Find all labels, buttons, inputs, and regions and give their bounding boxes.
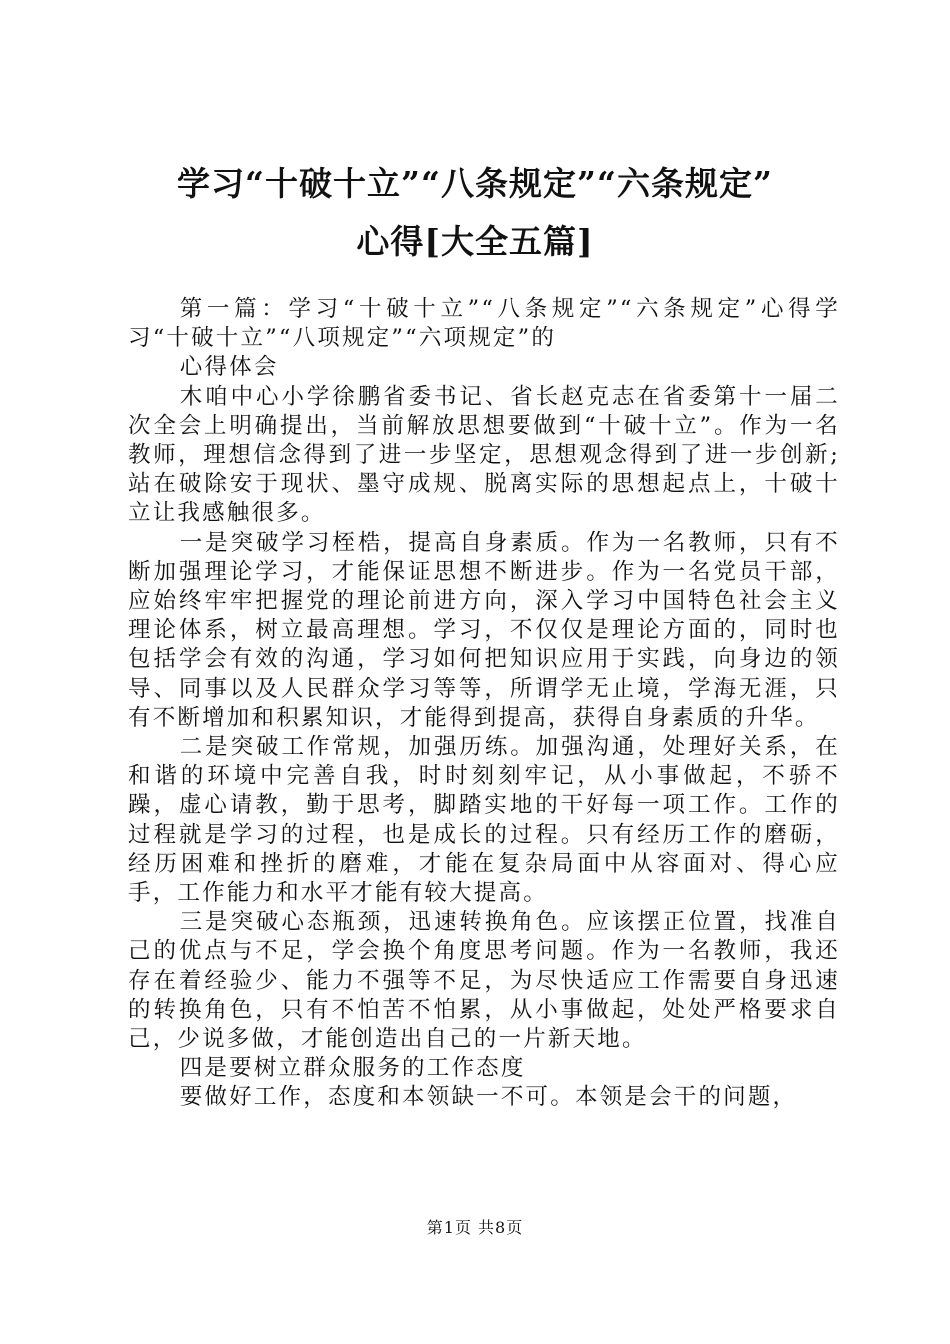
paragraph-point-2: 二是突破工作常规，加强历练。加强沟通，处理好关系，在和谐的环境中完善自我，时时刻刻牢记，从小事做起，不骄不躁，虚心请教，勤于思考，脚踏实地的干好每一项工作。工作的过程就是学习的过程，也是成长的过程。只有经历工作的磨砺，经历困难和挫折的磨难，才能在复杂局面中从容面对、得心应手，工作能力和水平才能有较大提高。 bbox=[128, 734, 840, 907]
paragraph-point-4-text: 要做好工作，态度和本领缺一不可。本领是会干的问题， bbox=[179, 1084, 798, 1111]
paragraph-opening: 木咱中心小学徐鹏省委书记、省长赵克志在省委第十一届二次全会上明确提出，当前解放思想要做到“十破十立”。作为一名教师，理想信念得到了进一步坚定，思想观念得到了进一步创新;站在破除安于现状、墨守成规、脱离实际的思想起点上，十破十立让我感触很多。 bbox=[128, 383, 840, 527]
document-body bbox=[128, 295, 840, 1113]
paragraph-subheading: 心得体会 bbox=[179, 354, 279, 381]
paragraph-point-4-heading: 四是要树立群众服务的工作态度 bbox=[179, 1055, 526, 1082]
document-title-line-2: 心得[大全五篇] bbox=[356, 222, 594, 261]
page-number-footer: 第1页 共8页 bbox=[426, 1218, 524, 1237]
document-title-line-1: 学习“十破十立”“八条规定”“六条规定” bbox=[177, 164, 773, 203]
paragraph-intro: 第一篇：学习“十破十立”“八条规定”“六条规定”心得学习“十破十立”“八项规定”“六项规定”的 bbox=[128, 296, 840, 352]
paragraph-point-3: 三是突破心态瓶颈，迅速转换角色。应该摆正位置，找准自己的优点与不足，学会换个角度思考问题。作为一名教师，我还存在着经验少、能力不强等不足，为尽快适应工作需要自身迅速的转换角色，只有不怕苦不怕累，从小事做起，处处严格要求自己，少说多做，才能创造出自己的一片新天地。 bbox=[128, 909, 840, 1053]
paragraph-point-1: 一是突破学习桎梏，提高自身素质。作为一名教师，只有不断加强理论学习，才能保证思想不断进步。作为一名党员干部，应始终牢牢把握党的理论前进方向，深入学习中国特色社会主义理论体系，树立最高理想。学习，不仅仅是理论方面的，同时也包括学会有效的沟通，学习如何把知识应用于实践，向身边的领导、同事以及人民群众学习等等，所谓学无止境，学海无涯，只有不断增加和积累知识，才能得到提高，获得自身素质的升华。 bbox=[128, 529, 840, 731]
